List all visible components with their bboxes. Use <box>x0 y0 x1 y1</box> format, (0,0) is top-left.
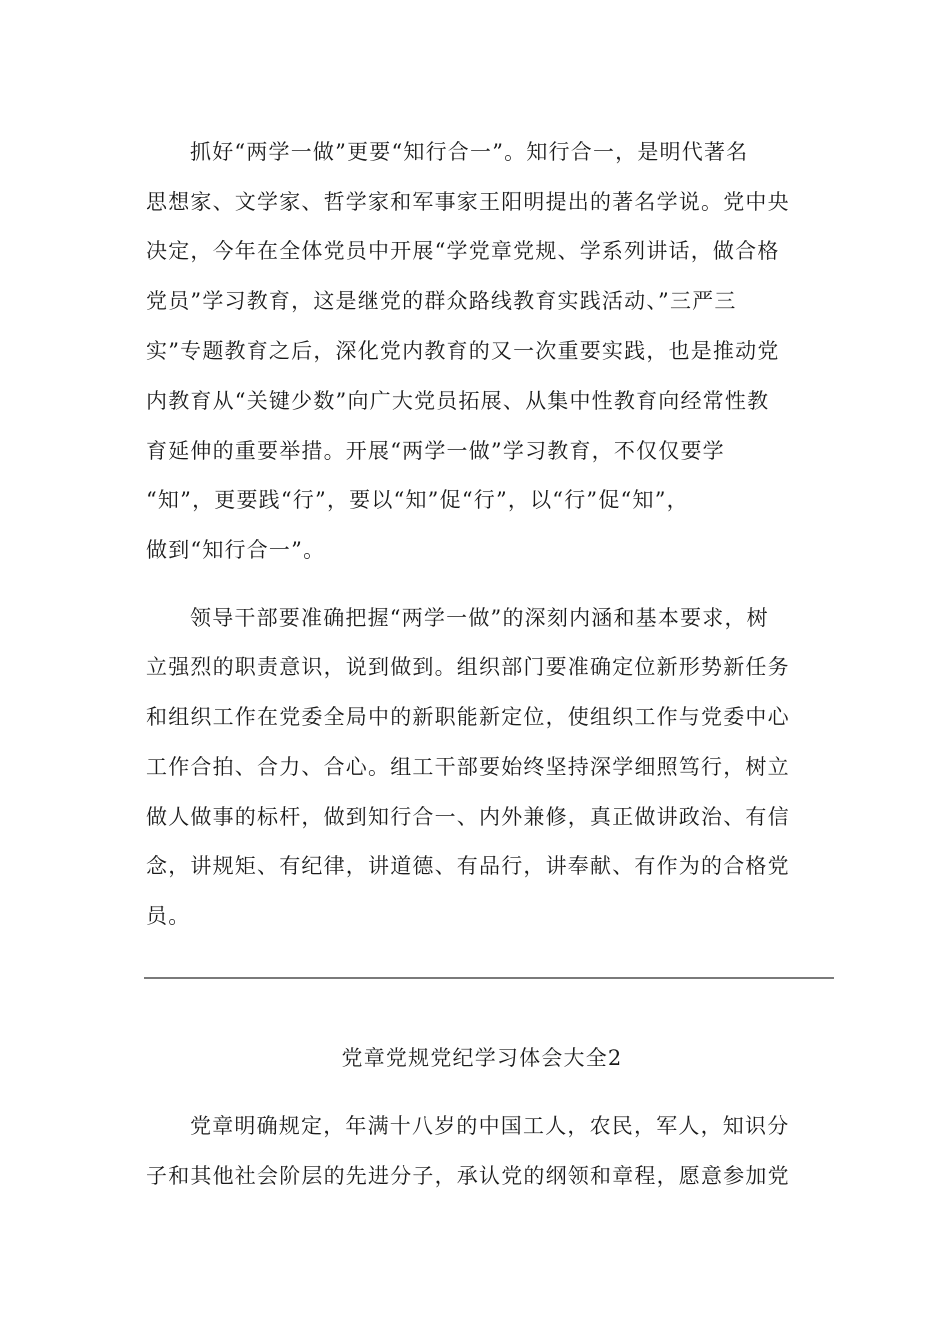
paragraph-line: 做人做事的标杆，做到知行合一、内外兼修，真正做讲政治、有信 <box>146 805 790 829</box>
paragraph-line: 员。 <box>146 904 191 928</box>
paragraph-line: 立强烈的职责意识，说到做到。组织部门要准确定位新形势新任务 <box>146 655 790 679</box>
paragraph-line: 念，讲规矩、有纪律，讲道德、有品行，讲奉献、有作为的合格党 <box>146 854 790 878</box>
paragraph-line: 工作合拍、合力、合心。组工干部要始终坚持深学细照笃行，树立 <box>146 755 790 779</box>
paragraph-line: 党员”学习教育，这是继党的群众路线教育实践活动、”三严三 <box>146 289 737 313</box>
section-title: 党章党规党纪学习体会大全2 <box>341 1046 623 1070</box>
paragraph-line: 做到“知行合一”。 <box>146 538 326 562</box>
paragraph-line: 决定，今年在全体党员中开展“学党章党规、学系列讲话，做合格 <box>146 239 780 263</box>
paragraph-line: 内教育从“关键少数”向广大党员拓展、从集中性教育向经常性教 <box>146 389 770 413</box>
paragraph-line: 思想家、文学家、哲学家和军事家王阳明提出的著名学说。党中央 <box>146 190 790 214</box>
paragraph-line: 党章明确规定，年满十八岁的中国工人，农民，军人，知识分 <box>190 1114 790 1138</box>
section-divider <box>144 977 834 979</box>
paragraph-line: “知”，更要践“行”，要以“知”促“行”，以“行”促“知”， <box>146 488 689 512</box>
paragraph-line: 和组织工作在党委全局中的新职能新定位，使组织工作与党委中心 <box>146 705 790 729</box>
paragraph-line: 实”专题教育之后，深化党内教育的又一次重要实践，也是推动党 <box>146 339 780 363</box>
paragraph-line: 子和其他社会阶层的先进分子，承认党的纲领和章程，愿意参加党 <box>146 1164 790 1188</box>
paragraph-line: 育延伸的重要举措。开展“两学一做”学习教育，不仅仅要学 <box>146 439 725 463</box>
paragraph-line: 抓好“两学一做”更要“知行合一”。知行合一，是明代著名 <box>190 140 749 164</box>
paragraph-line: 领导干部要准确把握“两学一做”的深刻内涵和基本要求，树 <box>190 606 769 630</box>
